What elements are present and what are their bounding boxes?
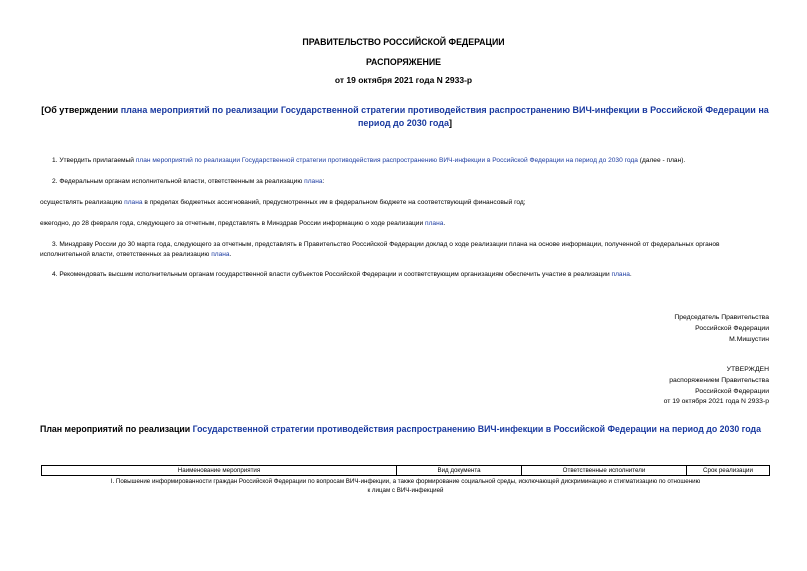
document-type: РАСПОРЯЖЕНИЕ xyxy=(365,57,442,67)
table-section-title xyxy=(42,476,770,497)
paragraph-1-suffix: (далее - план). xyxy=(639,157,686,164)
paragraph-2 xyxy=(52,177,324,187)
plan-title xyxy=(40,424,761,434)
plan-table xyxy=(41,465,770,496)
document-subject xyxy=(40,104,770,130)
approval-by: распоряжением Правительства xyxy=(669,377,769,384)
paragraph-3 xyxy=(40,240,768,260)
section-title-line-1: I. Повышение информированности граждан Российской Федерации по вопросам ВИЧ-инфекции, а также формирование социальной среды, исключающей дискриминацию и стигматизацию по отношению xyxy=(110,478,701,485)
paragraph-1-plan-link[interactable]: план мероприятий по реализации Государственной стратегии противодействия распространению ВИЧ-инфекции в Российской Федерации на период до 2030 года xyxy=(135,157,638,164)
paragraph-4-text: 4. Рекомендовать высшим исполнительным органам государственной власти субъектов Российской Федерации и соответствующим организациям обеспечить участие в реализации xyxy=(52,271,610,278)
table-header-row xyxy=(42,466,770,476)
approval-date: от 19 октября 2021 года N 2933-р xyxy=(663,398,769,405)
approval-stamp: УТВЕРЖДЕН xyxy=(726,366,769,373)
signature-country: Российской Федерации xyxy=(695,325,769,332)
table-section-row xyxy=(42,476,770,497)
section-title-line-2: к лицам с ВИЧ-инфекцией xyxy=(367,487,444,494)
paragraph-2-plan-link[interactable]: плана xyxy=(304,178,323,185)
table-header-activity: Наименование мероприятия xyxy=(42,466,397,476)
paragraph-3-plan-link[interactable]: плана xyxy=(211,251,230,258)
paragraph-2a-suffix: в пределах бюджетных ассигнований, предусмотренных им в федеральном бюджете на соответствующий финансовый год; xyxy=(144,199,526,206)
table-header-executors: Ответственные исполнители xyxy=(522,466,687,476)
paragraph-1-text: 1. Утвердить прилагаемый xyxy=(52,157,134,164)
government-title: ПРАВИТЕЛЬСТВО РОССИЙСКОЙ ФЕДЕРАЦИИ xyxy=(302,37,505,47)
paragraph-2a-plan-link[interactable]: плана xyxy=(124,199,143,206)
plan-title-strategy-link[interactable]: Государственной стратегии противодействия распространению ВИЧ-инфекции в Российской Федерации на период до 2030 года xyxy=(192,424,761,434)
paragraph-4-plan-link[interactable]: плана xyxy=(611,271,630,278)
document-date-number: от 19 октября 2021 года N 2933-р xyxy=(334,75,473,85)
table-header-document-type: Вид документа xyxy=(397,466,522,476)
paragraph-3-text: 3. Минздраву России до 30 марта года, следующего за отчетным, представлять в Правительство Российской Федерации доклад о ходе реализации плана на основе информации, полученной от федеральных органов исполнительной власти, ответственных за реализацию xyxy=(40,241,720,258)
paragraph-3-suffix: . xyxy=(229,251,232,258)
table-header-deadline: Срок реализации xyxy=(687,466,770,476)
paragraph-2a-text: осуществлять реализацию xyxy=(40,199,123,206)
paragraph-2-suffix: : xyxy=(322,178,325,185)
approval-country: Российской Федерации xyxy=(695,388,769,395)
paragraph-2-text: 2. Федеральным органам исполнительной власти, ответственным за реализацию xyxy=(52,178,303,185)
paragraph-1 xyxy=(52,156,685,166)
signature-position: Председатель Правительства xyxy=(674,314,769,321)
paragraph-4-suffix: . xyxy=(629,271,632,278)
paragraph-2b-suffix: . xyxy=(443,220,446,227)
subject-prefix: [Об утверждении xyxy=(41,105,119,115)
paragraph-4 xyxy=(52,270,632,280)
signature-name: М.Мишустин xyxy=(729,336,769,343)
plan-title-prefix: План мероприятий по реализации xyxy=(40,424,191,434)
paragraph-2b xyxy=(40,219,445,229)
subject-plan-link[interactable]: плана мероприятий по реализации Государственной стратегии противодействия распространению ВИЧ-инфекции в Российской Федерации на период до 2030 года xyxy=(120,105,769,128)
paragraph-2a xyxy=(40,198,526,208)
paragraph-2b-text: ежегодно, до 28 февраля года, следующего за отчетным, представлять в Минздрав России информацию о ходе реализации xyxy=(40,220,424,227)
paragraph-2b-plan-link[interactable]: плана xyxy=(425,220,444,227)
subject-suffix: ] xyxy=(449,118,453,128)
